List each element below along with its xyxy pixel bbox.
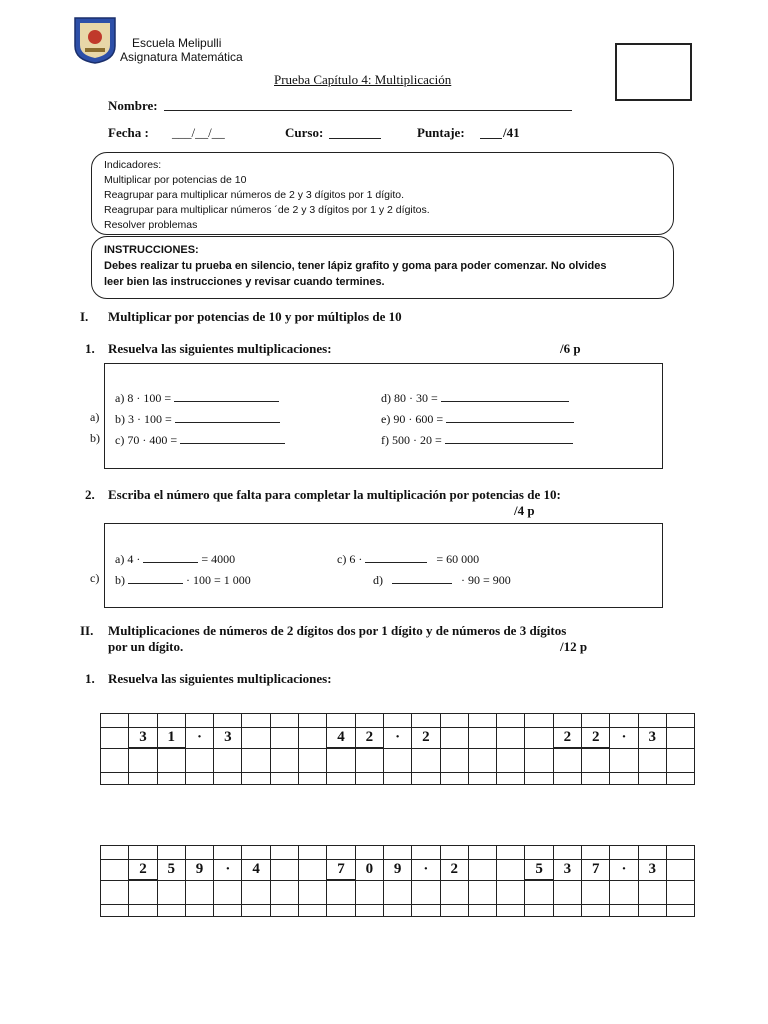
section2-title-line2: por un dígito. — [108, 639, 184, 654]
grade-box — [615, 43, 692, 101]
test-title: Prueba Capítulo 4: Multiplicación — [274, 72, 452, 87]
course-label: Curso: — [285, 125, 324, 140]
grid-cell[interactable]: 2 — [582, 728, 610, 749]
grid-cell[interactable] — [242, 728, 270, 749]
grid-cell[interactable]: · — [610, 728, 638, 749]
grid-cell[interactable]: 0 — [355, 860, 383, 881]
indicators-title: Indicadores: — [104, 159, 162, 171]
exercise-d-result: · 90 = 900 — [461, 573, 511, 587]
grid-cell[interactable]: 1 — [157, 728, 185, 749]
instructions-title: INSTRUCCIONES: — [104, 244, 199, 256]
answer-blank[interactable] — [174, 389, 279, 402]
grid-cell[interactable] — [440, 728, 468, 749]
grid-cell[interactable] — [101, 728, 129, 749]
indicator-item: Reagrupar para multiplicar números de 2 y 3 dígitos por 1 dígito. — [104, 189, 404, 201]
grid-cell[interactable]: · — [412, 860, 440, 881]
answer-blank[interactable] — [446, 410, 574, 423]
date-label: Fecha : — [108, 125, 149, 140]
grid-cell[interactable]: 7 — [582, 860, 610, 881]
grid-cell[interactable]: · — [610, 860, 638, 881]
q1-points: /6 p — [560, 341, 581, 356]
exercise-c: c) 6 · — [337, 552, 363, 566]
name-field[interactable] — [164, 96, 572, 111]
grid-cell[interactable]: 3 — [129, 728, 157, 749]
indicators-box — [91, 152, 674, 235]
exercise-c-result: = 60 000 — [436, 552, 480, 566]
section2-points: /12 p — [560, 639, 588, 654]
grid-cell[interactable]: 9 — [185, 860, 213, 881]
grid-cell[interactable] — [299, 860, 327, 881]
grid-cell[interactable]: · — [383, 728, 411, 749]
grid-cell[interactable]: 5 — [157, 860, 185, 881]
section2-numeral: II. — [80, 623, 94, 638]
exercise-c: c) 70 · 400 = — [115, 433, 178, 447]
exercise-f: f) 500 · 20 = — [381, 433, 442, 447]
exercise-b-result: · 100 = 1 000 — [186, 573, 251, 587]
q-text: Resuelva las siguientes multiplicaciones: — [108, 671, 332, 686]
instructions-line2: leer bien las instrucciones y revisar cuando termines. — [104, 276, 385, 288]
exercise-b: b) 3 · 100 = — [115, 412, 172, 426]
section1-title: Multiplicar por potencias de 10 y por múltiplos de 10 — [108, 309, 402, 324]
grid-cell[interactable] — [299, 728, 327, 749]
grid-cell[interactable] — [666, 860, 694, 881]
answer-blank[interactable] — [128, 571, 183, 584]
instructions-line1: Debes realizar tu prueba en silencio, tener lápiz grafito y goma para poder comenzar. No olvides — [104, 260, 607, 272]
q1-text: Resuelva las siguientes multiplicaciones: — [108, 341, 332, 356]
answer-blank[interactable] — [392, 571, 452, 584]
score-label: Puntaje: — [417, 125, 465, 140]
course-field[interactable] — [329, 125, 381, 139]
answer-blank[interactable] — [445, 431, 573, 444]
grid-cell[interactable] — [270, 860, 298, 881]
grid-cell[interactable] — [666, 728, 694, 749]
grid-cell[interactable] — [468, 860, 496, 881]
exercise-a: a) 8 · 100 = — [115, 391, 172, 405]
q2-number: 2. — [85, 487, 95, 502]
multiplication-grid-2 — [100, 845, 695, 917]
q2-text: Escriba el número que falta para completar la multiplicación por potencias de 10: — [108, 487, 561, 502]
instructions-box — [91, 236, 674, 299]
side-label: c) — [90, 571, 100, 585]
grid-cell[interactable]: 2 — [412, 728, 440, 749]
q2-points: /4 p — [514, 503, 535, 518]
indicator-item: Reagrupar para multiplicar números ´de 2 y 3 dígitos por 1 y 2 dígitos. — [104, 204, 430, 216]
answer-blank[interactable] — [441, 389, 569, 402]
school-logo — [73, 16, 117, 64]
grid-cell[interactable]: 2 — [440, 860, 468, 881]
grid-cell[interactable]: 4 — [327, 728, 355, 749]
school-name: Escuela Melipulli — [132, 36, 222, 50]
grid-cell[interactable] — [497, 860, 525, 881]
exercise-b: b) — [115, 573, 125, 587]
subject-name: Asignatura Matemática — [120, 50, 243, 64]
date-field[interactable]: ___/__/__ — [172, 125, 225, 140]
answer-blank[interactable] — [365, 550, 427, 563]
q1-number: 1. — [85, 341, 95, 356]
side-label: b) — [90, 431, 100, 445]
grid-cell[interactable] — [525, 728, 553, 749]
indicator-item: Multiplicar por potencias de 10 — [104, 174, 247, 186]
grid-cell[interactable]: 2 — [129, 860, 157, 881]
grid-cell[interactable]: 9 — [383, 860, 411, 881]
grid-cell[interactable]: · — [214, 860, 242, 881]
multiplication-grid-1 — [100, 713, 695, 785]
side-label: a) — [90, 410, 100, 424]
grid-cell[interactable]: 3 — [214, 728, 242, 749]
grid-cell[interactable] — [468, 728, 496, 749]
exercise-d: d) — [373, 573, 383, 587]
grid-cell[interactable] — [270, 728, 298, 749]
answer-blank[interactable] — [180, 431, 285, 444]
grid-cell[interactable] — [497, 728, 525, 749]
name-label: Nombre: — [108, 98, 158, 113]
grid-cell[interactable]: 2 — [553, 728, 581, 749]
q2-exercise-box — [104, 523, 663, 608]
section2-title-line1: Multiplicaciones de números de 2 dígitos dos por 1 dígito y de números de 3 dígitos — [108, 623, 567, 638]
indicator-item: Resolver problemas — [104, 219, 198, 231]
score-total: /41 — [503, 125, 520, 140]
q-number: 1. — [85, 671, 95, 686]
section1-numeral: I. — [80, 309, 89, 324]
exercise-d: d) 80 · 30 = — [381, 391, 438, 405]
grid-cell[interactable]: 5 — [525, 860, 553, 881]
score-field[interactable] — [480, 125, 502, 139]
grid-cell[interactable]: 3 — [553, 860, 581, 881]
grid-cell[interactable]: 3 — [638, 728, 666, 749]
answer-blank[interactable] — [175, 410, 280, 423]
q1-exercise-box — [104, 363, 663, 469]
grid-cell[interactable] — [101, 860, 129, 881]
exercise-a: a) 4 · — [115, 552, 141, 566]
grid-cell[interactable]: 7 — [327, 860, 355, 881]
exercise-e: e) 90 · 600 = — [381, 412, 444, 426]
answer-blank[interactable] — [143, 550, 198, 563]
grid-cell[interactable]: 3 — [638, 860, 666, 881]
grid-cell[interactable]: 2 — [355, 728, 383, 749]
exercise-a-result: = 4000 — [201, 552, 236, 566]
grid-cell[interactable]: · — [185, 728, 213, 749]
grid-cell[interactable]: 4 — [242, 860, 270, 881]
